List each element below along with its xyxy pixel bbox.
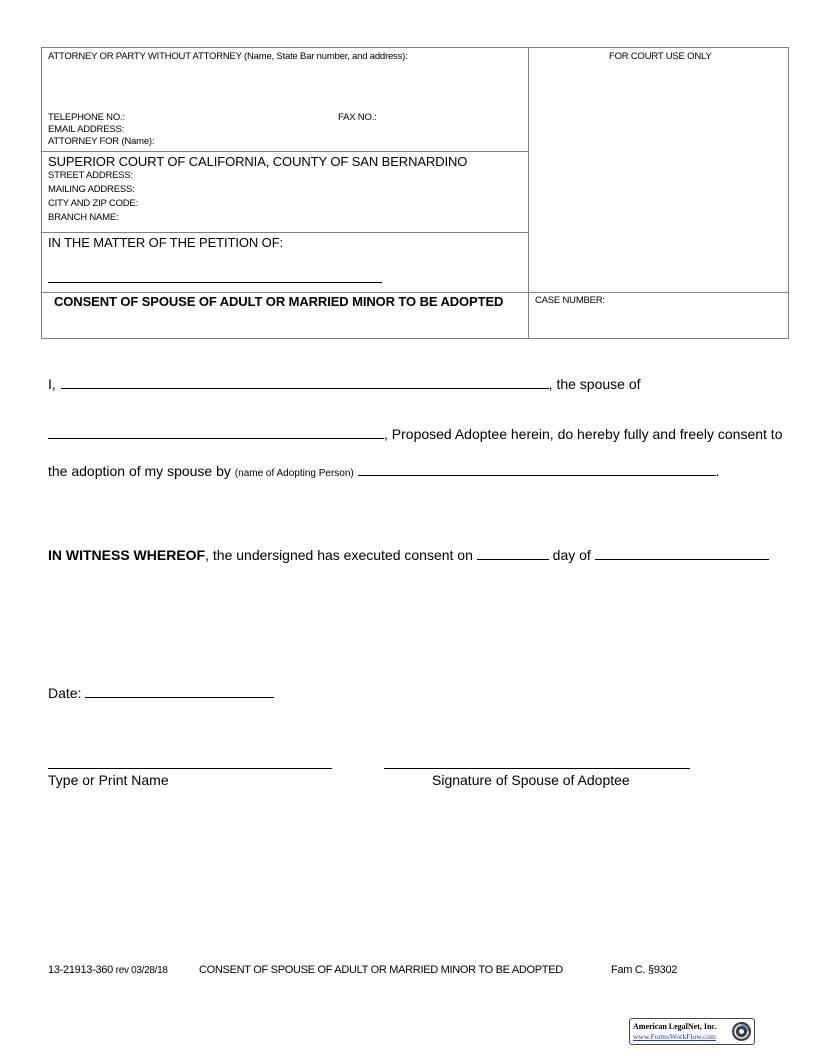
email-label: EMAIL ADDRESS: [48,124,125,135]
logo-url[interactable]: www.FormsWorkFlow.com [633,1032,717,1041]
witness-day-label: day of [552,547,591,563]
mailing-label: MAILING ADDRESS: [48,184,135,195]
witness-line [48,547,769,563]
date-label: Date: [48,685,82,701]
rule-matter [42,232,528,233]
line-3 [48,463,720,479]
court-name: SUPERIOR COURT OF CALIFORNIA, COUNTY OF SAN BERNARDINO [48,154,468,169]
adoptee-name-line[interactable] [48,426,384,439]
petitioner-name-line[interactable] [48,270,382,283]
case-number-label: CASE NUMBER: [535,295,605,306]
signature-line[interactable] [384,756,690,769]
city-label: CITY AND ZIP CODE: [48,198,139,209]
attorney-label: ATTORNEY OR PARTY WITHOUT ATTORNEY (Name, State Bar number, and address): [48,51,408,62]
date-field-line[interactable] [85,685,274,698]
print-name-label: Type or Print Name [48,772,169,788]
witness-day-line[interactable] [477,547,549,560]
print-name-line[interactable] [48,756,332,769]
adopting-person-line[interactable] [358,463,716,476]
form-number: 13-21913-360 [48,964,113,976]
footer-form-id [48,964,168,976]
logo-swirl-icon [731,1021,752,1042]
date-line [48,685,274,701]
fax-label: FAX NO.: [338,112,377,123]
footer-title: CONSENT OF SPOUSE OF ADULT OR MARRIED MINOR TO BE ADOPTED [199,964,563,976]
witness-text: , the undersigned has executed consent on [205,547,473,563]
line3-prefix: the adoption of my spouse by [48,463,231,479]
line1-suffix: , the spouse of [548,376,641,392]
spouse-name-line[interactable] [61,376,549,389]
line3-end: . [715,463,720,479]
witness-bold: IN WITNESS WHEREOF [48,547,206,563]
street-label: STREET ADDRESS: [48,170,133,181]
branch-label: BRANCH NAME: [48,212,119,223]
form-title: CONSENT OF SPOUSE OF ADULT OR MARRIED MINOR TO BE ADOPTED [54,294,504,309]
matter-label: IN THE MATTER OF THE PETITION OF: [48,235,284,250]
signature-label: Signature of Spouse of Adoptee [432,772,630,788]
line-2 [48,426,783,442]
line-1 [48,376,641,392]
logo-company: American LegalNet, Inc. [633,1022,717,1031]
footer-code: Fam C. §9302 [611,964,678,976]
forms-workflow-logo[interactable] [629,1018,755,1045]
caption-divider [528,48,529,339]
rule-court [42,151,528,152]
witness-month-line[interactable] [595,547,769,560]
line2-suffix: , Proposed Adoptee herein, do hereby fully and freely consent to [384,426,783,442]
line3-note: (name of Adopting Person) [234,468,354,479]
court-use-label: FOR COURT USE ONLY [609,51,712,62]
rule-title [42,292,789,293]
attorney-for-label: ATTORNEY FOR (Name): [48,136,155,147]
form-revision: rev 03/28/18 [115,965,168,976]
line1-prefix: I, [48,376,56,392]
telephone-label: TELEPHONE NO.: [48,112,125,123]
